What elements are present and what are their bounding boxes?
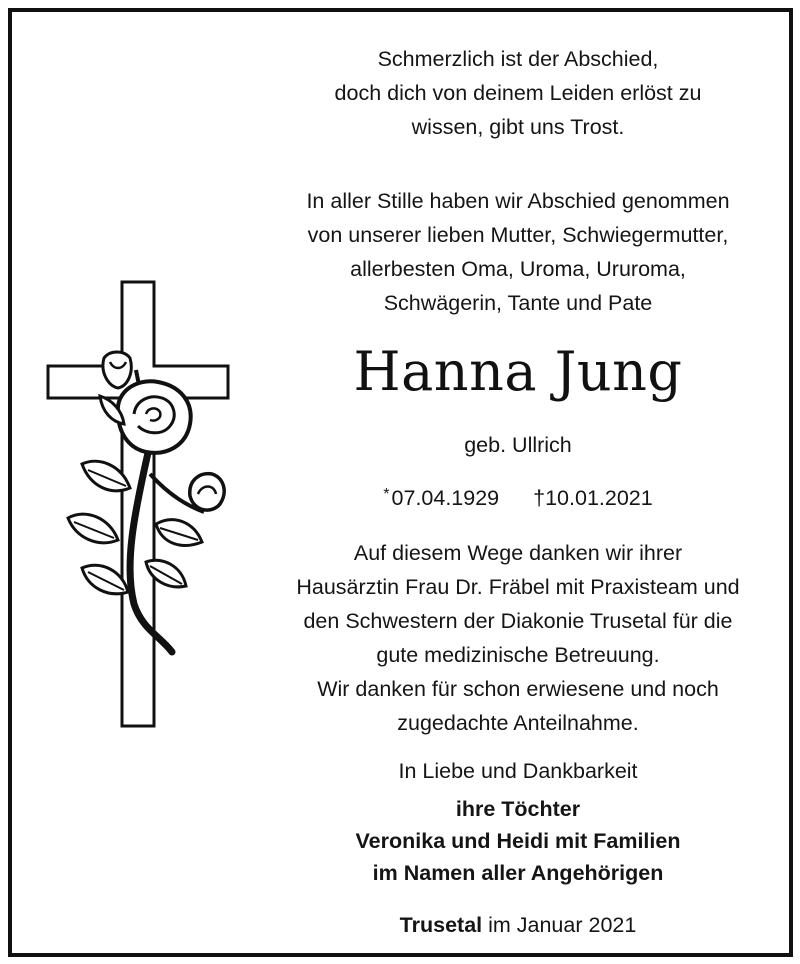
place-and-date: [260, 908, 776, 942]
deceased-name: Hanna Jung: [353, 340, 683, 403]
intro-text: [260, 184, 776, 320]
signatory-line: ihre Töchter: [455, 797, 581, 821]
thanks-line: Auf diesem Wege danken wir ihrer: [353, 541, 683, 565]
thanks-line: Hausärztin Frau Dr. Fräbel mit Praxisteam und: [296, 575, 740, 599]
thanks-line: gute medizinische Betreuung.: [376, 643, 660, 667]
birth-date-group: [383, 478, 499, 515]
signatories: [260, 793, 776, 889]
closing-line: In Liebe und Dankbarkeit: [398, 759, 638, 783]
intro-line: In aller Stille haben wir Abschied genommen: [306, 189, 730, 213]
cross-with-roses-icon: [38, 274, 238, 734]
intro-line: Schwägerin, Tante und Pate: [383, 291, 653, 315]
place-town: Trusetal: [399, 913, 483, 937]
intro-line: von unserer lieben Mutter, Schwiegermutter,: [307, 223, 729, 247]
signatory-line: im Namen aller Angehörigen: [372, 861, 664, 885]
verse: [260, 42, 776, 144]
verse-line: wissen, gibt uns Trost.: [411, 115, 625, 139]
thanks-line: den Schwestern der Diakonie Trusetal für die: [303, 609, 733, 633]
death-date-group: [533, 481, 653, 515]
thanks-text: [260, 536, 776, 740]
birth-symbol: *: [383, 486, 390, 503]
death-symbol: †: [533, 486, 546, 510]
place-date: im Januar 2021: [488, 913, 637, 937]
maiden-name: geb. Ullrich: [464, 433, 572, 457]
birth-date: 07.04.1929: [391, 486, 500, 510]
life-dates: [260, 478, 776, 515]
verse-line: doch dich von deinem Leiden erlöst zu: [334, 81, 702, 105]
intro-line: allerbesten Oma, Uroma, Ururoma,: [350, 257, 686, 281]
thanks-line: zugedachte Anteilnahme.: [397, 711, 639, 735]
verse-line: Schmerzlich ist der Abschied,: [377, 47, 659, 71]
thanks-line: Wir danken für schon erwiesene und noch: [317, 677, 719, 701]
death-date: 10.01.2021: [545, 486, 653, 510]
signatory-line: Veronika und Heidi mit Familien: [355, 829, 681, 853]
obituary-notice: [8, 8, 793, 957]
